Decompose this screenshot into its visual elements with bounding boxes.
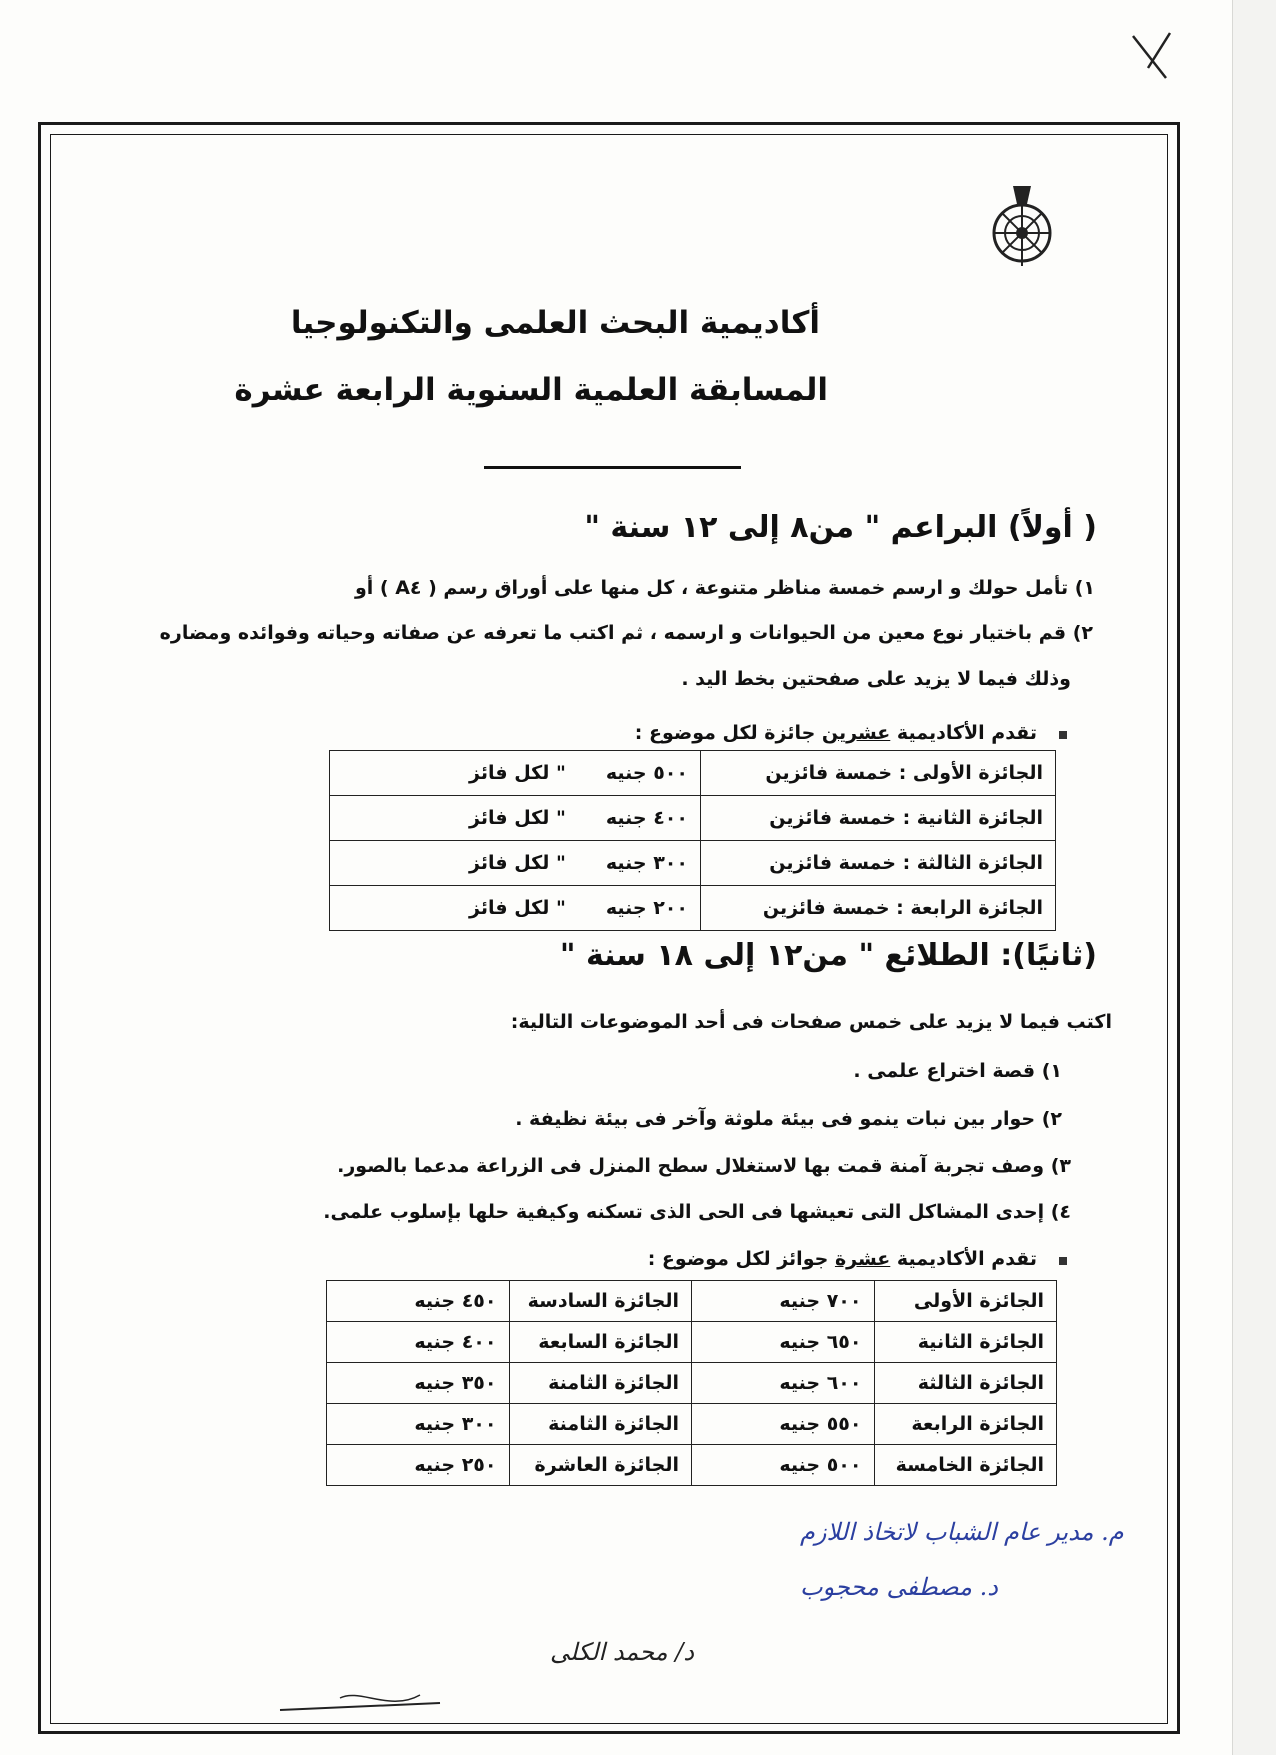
table-row bbox=[327, 1445, 1057, 1486]
table-row bbox=[330, 886, 1056, 931]
prize-label: الجائزة السابعة bbox=[509, 1322, 692, 1363]
table-row bbox=[330, 841, 1056, 886]
prize-label: الجائزة الثالثة : خمسة فائزين bbox=[701, 841, 1056, 886]
prize-label: الجائزة الرابعة : خمسة فائزين bbox=[701, 886, 1056, 931]
prize-note-count: عشرة bbox=[834, 1248, 891, 1270]
prize-label: الجائزة السادسة bbox=[509, 1281, 692, 1322]
title-divider bbox=[484, 466, 741, 469]
section2-topic: ٢) حوار بين نبات ينمو فى بيئة ملوثة وآخر فى بيئة نظيفة . bbox=[515, 1108, 1062, 1130]
handwritten-note: د. مصطفى محجوب bbox=[800, 1573, 998, 1601]
section2-topic: ١) قصة اختراع علمى . bbox=[853, 1060, 1062, 1082]
section2-intro: اكتب فيما لا يزيد على خمس صفحات فى أحد الموضوعات التالية: bbox=[510, 1011, 1112, 1033]
prize-amount: ٦٠٠ جنيه bbox=[692, 1363, 875, 1404]
section1-item: ٢) قم باختيار نوع معين من الحيوانات و ارسمه ، ثم اكتب ما تعرفه عن صفاته وحياته وفوائده ومضاره bbox=[159, 622, 1093, 644]
prize-label: الجائزة الثامنة bbox=[509, 1363, 692, 1404]
prize-amount: ٢٥٠ جنيه bbox=[327, 1445, 510, 1486]
prize-amount: ٥٠٠ جنيه bbox=[692, 1445, 875, 1486]
prize-label: الجائزة الرابعة bbox=[874, 1404, 1057, 1445]
corner-check-mark bbox=[1128, 28, 1178, 83]
prize-amount: ٥٥٠ جنيه bbox=[692, 1404, 875, 1445]
table-row bbox=[327, 1404, 1057, 1445]
prize-note-text: تقدم الأكاديمية bbox=[896, 722, 1037, 744]
prize-label: الجائزة الخامسة bbox=[874, 1445, 1057, 1486]
prize-note-text: جوائز لكل موضوع : bbox=[647, 1248, 829, 1270]
handwritten-signature: د/ محمد الكلى bbox=[550, 1638, 695, 1666]
prize-amount: ٤٠٠ جنيه" لكل فائز bbox=[330, 796, 701, 841]
section2-topic: ٣) وصف تجربة آمنة قمت بها لاستغلال سطح المنزل فى الزراعة مدعما بالصور. bbox=[337, 1155, 1071, 1177]
section1-prize-note bbox=[635, 722, 1037, 744]
competition-title: المسابقة العلمية السنوية الرابعة عشرة bbox=[234, 372, 828, 408]
section1-heading: ( أولاً) البراعم " من٨ إلى ١٢ سنة " bbox=[584, 510, 1097, 545]
prize-amount: ٣٥٠ جنيه bbox=[327, 1363, 510, 1404]
handwritten-note: م. مدير عام الشباب لاتخاذ اللازم bbox=[800, 1518, 1124, 1546]
prize-amount: ٧٠٠ جنيه bbox=[692, 1281, 875, 1322]
prize-label: الجائزة الثالثة bbox=[874, 1363, 1057, 1404]
prize-label: الجائزة الثامنة bbox=[509, 1404, 692, 1445]
prize-amount: ٤٠٠ جنيه bbox=[327, 1322, 510, 1363]
section2-prize-note bbox=[648, 1248, 1037, 1270]
prize-label: الجائزة الأولى : خمسة فائزين bbox=[701, 751, 1056, 796]
section1-prize-table bbox=[329, 750, 1056, 931]
section2-topic: ٤) إحدى المشاكل التى تعيشها فى الحى الذى تسكنه وكيفية حلها بإسلوب علمى. bbox=[323, 1201, 1071, 1223]
prize-note-text: جائزة لكل موضوع : bbox=[634, 722, 816, 744]
section2-prize-table bbox=[326, 1280, 1057, 1486]
academy-logo bbox=[985, 178, 1060, 273]
academy-title: أكاديمية البحث العلمى والتكنولوجيا bbox=[290, 305, 820, 341]
prize-note-count: عشرين bbox=[821, 722, 891, 744]
prize-note-text: تقدم الأكاديمية bbox=[896, 1248, 1037, 1270]
prize-label: الجائزة الثانية bbox=[874, 1322, 1057, 1363]
prize-amount: ٣٠٠ جنيه" لكل فائز bbox=[330, 841, 701, 886]
section1-item-continuation: وذلك فيما لا يزيد على صفحتين بخط اليد . bbox=[681, 668, 1071, 690]
prize-label: الجائزة العاشرة bbox=[509, 1445, 692, 1486]
prize-amount: ٢٠٠ جنيه" لكل فائز bbox=[330, 886, 701, 931]
prize-label: الجائزة الأولى bbox=[874, 1281, 1057, 1322]
section1-item: ١) تأمل حولك و ارسم خمسة مناظر متنوعة ، كل منها على أوراق رسم ( A٤ ) أو bbox=[354, 577, 1095, 599]
table-row bbox=[327, 1281, 1057, 1322]
section2-heading: (ثانيًا): الطلائع " من١٢ إلى ١٨ سنة " bbox=[559, 938, 1097, 973]
table-row bbox=[330, 751, 1056, 796]
prize-amount: ٦٥٠ جنيه bbox=[692, 1322, 875, 1363]
table-row bbox=[327, 1363, 1057, 1404]
page-edge bbox=[1232, 0, 1276, 1755]
table-row bbox=[327, 1322, 1057, 1363]
table-row bbox=[330, 796, 1056, 841]
prize-amount: ٤٥٠ جنيه bbox=[327, 1281, 510, 1322]
prize-amount: ٣٠٠ جنيه bbox=[327, 1404, 510, 1445]
prize-amount: ٥٠٠ جنيه" لكل فائز bbox=[330, 751, 701, 796]
prize-label: الجائزة الثانية : خمسة فائزين bbox=[701, 796, 1056, 841]
handwritten-annotations bbox=[220, 1500, 1124, 1730]
